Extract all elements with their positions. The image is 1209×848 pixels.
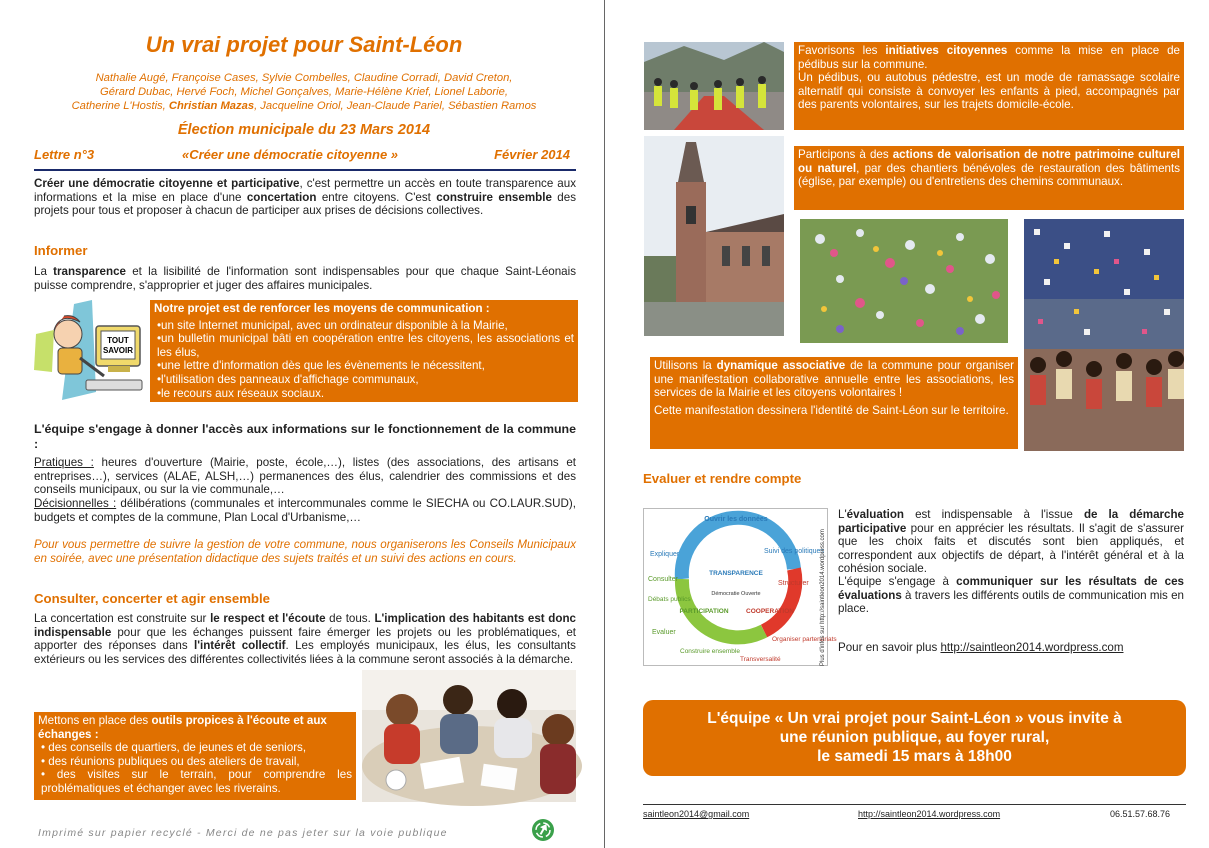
association-box [650,357,1018,449]
church-photo [644,136,784,336]
pedibus-box [794,42,1184,130]
conseils-paragraph: Pour vous permettre de suivre la gestion de votre commune, nous organiserons les Conseils Municipaux en soirée, avec une présentation didactique des sujets traités et un suivi des actions en cours. [34,538,576,565]
authors-line: Nathalie Augé, Françoise Cases, Sylvie Combelles, Claudine Corradi, David Creton, [95,72,513,84]
invitation-line: le samedi 15 mars à 18h00 [817,748,1012,765]
diagram-credit-text: Plus d'infos sur http://saintleon2014.wordpress.com [820,529,826,666]
footer-phone: 06.51.57.68.76 [1110,809,1171,819]
list-item: •le recours aux réseaux sociaux. [157,386,325,400]
patrimoine-box: Participons à des actions de valorisation de notre patrimoine culturel ou naturel, par des chantiers bénévoles de restauration des bâtiments (église, par exemple) ou d'entretiens des chemins communaux. [794,146,1184,210]
communication-results-paragraph: L'équipe s'engage à communiquer sur les résultats de ces évaluations à travers les différents outils de communication mis en place. [838,575,1184,616]
invitation-line: L'équipe « Un vrai projet pour Saint-Léon » vous invite à [707,710,1122,727]
section-heading-evaluer: Evaluer et rendre compte [643,471,802,486]
authors-line: Gérard Dubac, Hervé Foch, Michel Gonçalves, Marie-Hélène Krief, Lionel Laborie, [100,86,508,98]
footer-website[interactable]: http://saintleon2014.wordpress.com [858,809,1001,819]
diagram-label: Evaluer [652,629,676,636]
informer-paragraph: La transparence et la lisibilité de l'information sont indispensables pour que chaque Saint-Léonais puisse comprendre, s'approprier et juger des affaires municipales. [34,265,576,292]
page-divider [604,0,605,848]
recycle-icon [531,818,555,842]
diagram-label: PARTICIPATION [679,608,729,615]
letter-date: Février 2014 [494,147,570,162]
association-identity: Cette manifestation dessinera l'identité de Saint-Léon sur le territoire. [654,403,1009,417]
decisionnelles-paragraph: Décisionnelles : délibérations (communales et intercommunales comme le SIECHA ou CO.LAUR.SUD), budgets et comptes de la commune, Plan Local d'Urbanisme,… [34,497,576,524]
tools-box [34,712,356,800]
diagram-label: Construire ensemble [680,648,740,655]
list-item: • des conseils de quartiers, de jeunes et de seniors, [41,741,307,755]
communication-list [154,319,574,401]
consulter-paragraph: La concertation est construite sur le respect et l'écoute de tous. L'implication des habitants est donc indispensable pour que les échanges puissent faire émerger les projets ou les problématiques, et apporter des réponses dans l'intérêt collectif. Les employés municipaux, les élus, les consultants extérieurs ou les services des différentes collectivités liées à la commune seront associés à la démarche. [34,612,576,666]
diagram-credit [817,508,829,666]
engage-heading: L'équipe s'engage à donner l'accès aux informations sur le fonctionnement de la commune : [34,422,576,451]
diagram-label: Démocratie Ouverte [711,591,761,597]
diagram-label: TRANSPARENCE [709,570,763,577]
diagram-label: Consulter [648,576,678,583]
tools-box-title: Mettons en place des outils propices à l'écoute et aux échanges : [38,714,327,741]
diagram-label: Ouvrir les données [704,516,768,523]
election-title: Élection municipale du 23 Mars 2014 [177,122,431,138]
diagram-label: Transversalité [740,656,781,663]
tout-savoir-illustration [34,300,146,402]
pedibus-text: Favorisons les initiatives citoyennes comme la mise en place de pédibus sur la commune. [798,44,1180,71]
communication-box [150,300,578,402]
list-item: •un site Internet municipal, avec un ordinateur disponible à la Mairie, [157,318,508,332]
authors-list [30,71,578,113]
letter-theme: «Créer une démocratie citoyenne » [182,147,399,162]
sign-text: TOUT [107,336,129,345]
association-text: Utilisons la dynamique associative de la commune pour organiser une manifestation collaborative annuelle entre les associations, les services de la Mairie et les citoyens volontaires ! [654,359,1014,400]
list-item: • des visites sur le terrain, pour comprendre les problématiques et échanger avec les riverains. [41,768,352,795]
list-item: •une lettre d'information dès que les évènements le nécessitent, [157,359,485,373]
wildflowers-photo [800,219,1008,343]
letter-number: Lettre n°3 [34,147,95,162]
festival-crowd-photo [1024,219,1184,451]
section-heading-consulter: Consulter, concerter et agir ensemble [34,591,270,606]
meeting-photo [362,670,576,802]
footer-email[interactable]: saintleon2014@gmail.com [643,809,750,819]
intro-paragraph: Créer une démocratie citoyenne et participative, c'est permettre un accès en toute transparence aux informations et la mise en place d'une concertation entre citoyens. C'est construire ensemble des projets pour tous et proposer à chacun de participer aux prises de décisions collectives. [34,177,576,218]
lead-candidate: Christian Mazas [168,100,255,112]
header-rule [34,169,576,171]
invitation-line: une réunion publique, au foyer rural, [779,729,1050,746]
authors-line: Catherine L'Hostis, Christian Mazas, Jacqueline Oriol, Jean-Claude Pariel, Sébastien Ramos [71,100,537,112]
pedibus-definition: Un pédibus, ou autobus pédestre, est un mode de ramassage scolaire alternatif qui consiste à convoyer les enfants à pied, accompagnés par des parents volontaires, sur les trajets domicile-école. [798,71,1180,112]
page-title: Un vrai projet pour Saint-Léon [145,32,463,57]
footer-rule [643,804,1186,805]
more-info: Pour en savoir plus http://saintleon2014.wordpress.com [838,641,1124,654]
list-item: • des réunions publiques ou des ateliers de travail, [41,754,300,768]
tools-list [38,741,352,795]
pedibus-photo [644,42,784,130]
diagram-label: COOPERATION [746,608,794,615]
section-heading-informer: Informer [34,243,88,258]
public-meeting-invitation [643,700,1186,776]
evaluation-paragraph: L'évaluation est indispensable à l'issue de la démarche participative pour en apprécier les résultats. Il s'agit de s'assurer que les choix faits et discutés sont bien appliqués, et correspondent aux objectifs de départ, à l'intérêt général et à la cohésion sociale. [838,508,1185,576]
pratiques-paragraph: Pratiques : heures d'ouverture (Mairie, poste, école,…), listes (des associations, des artisans et entreprises…), services (ALAE, ALSH,…) permanences des élus, calendrier des commissions et des conseils municipaux, ou sur la vie communale,… [34,456,577,497]
democratie-ouverte-diagram [643,508,837,666]
sign-text: SAVOIR [102,346,134,355]
diagram-label: Structurer [778,580,809,587]
list-item: •l'utilisation des panneaux d'affichage communaux, [157,372,419,386]
diagram-label: Suivi des politiques [764,548,824,555]
communication-box-title: Notre projet est de renforcer les moyens de communication : [154,302,490,315]
diagram-label: Expliquer [650,551,680,558]
diagram-label: Organiser partenariats [772,636,837,643]
diagram-label: Débats publics [648,596,691,603]
website-link[interactable]: http://saintleon2014.wordpress.com [940,641,1124,654]
recycled-paper-notice: Imprimé sur papier recyclé - Merci de ne pas jeter sur la voie publique [38,827,448,839]
list-item: •un bulletin municipal bâti en coopération entre les citoyens, les associations et les élus, [157,332,574,359]
